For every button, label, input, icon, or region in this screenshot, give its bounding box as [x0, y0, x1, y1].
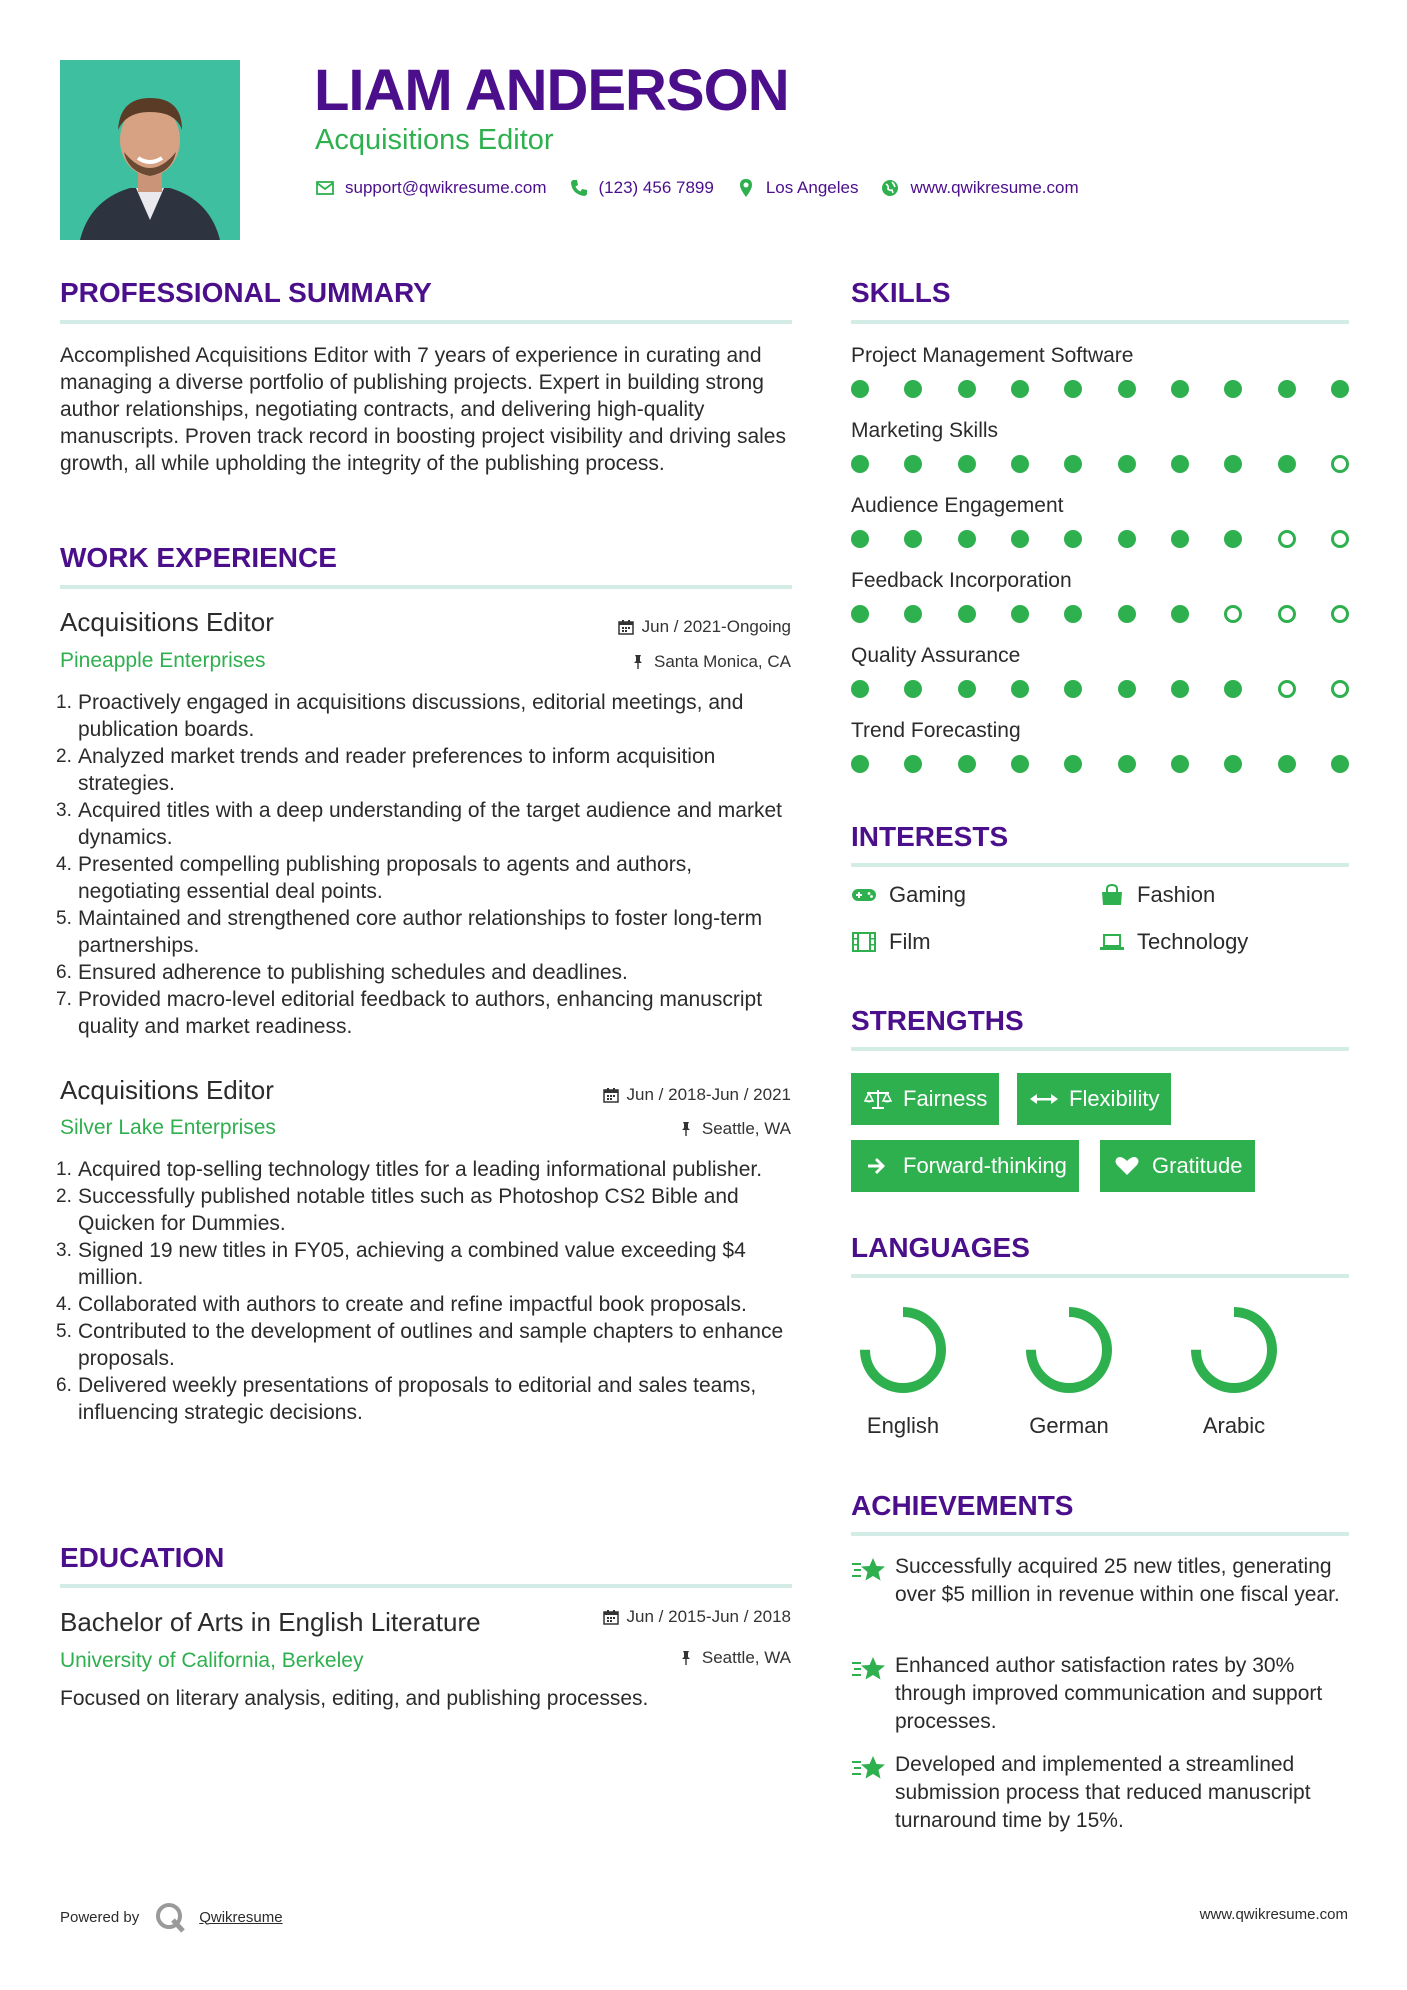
job-dates-text: Jun / 2021-Ongoing — [641, 617, 791, 636]
rating-dot-filled — [1224, 455, 1242, 473]
film-icon — [851, 931, 877, 953]
contact-website[interactable]: www.qwikresume.com — [910, 178, 1079, 197]
job-title: Acquisitions Editor — [60, 607, 274, 637]
strength-tag-flexibility — [1017, 1073, 1171, 1125]
rating-dot-filled — [958, 380, 976, 398]
summary-text: Accomplished Acquisitions Editor with 7 years of experience in curating and managing a diverse portfolio of publishing projects. Expert in building strong author relationships, negotiating contracts, and delivering high-quality manuscripts. Proven track record in boosting project visibility and driving sales growth, all while upholding the integrity of the publishing process. — [60, 344, 786, 475]
rating-dot-filled — [1064, 380, 1082, 398]
rating-dot-filled — [1064, 755, 1082, 773]
rating-dot-filled — [1064, 680, 1082, 698]
envelope-icon — [315, 178, 335, 198]
footer-powered-by — [60, 1900, 283, 1934]
strength-label: Gratitude — [1152, 1153, 1243, 1178]
strength-label: Fairness — [903, 1086, 988, 1111]
profile-photo — [60, 60, 240, 240]
rating-dot-empty — [1224, 605, 1242, 623]
contact-phone[interactable]: (123) 456 7899 — [598, 178, 714, 197]
interest-gaming — [851, 882, 966, 908]
star-badge-icon — [851, 1753, 887, 1783]
rating-dot-filled — [958, 455, 976, 473]
rating-dot-empty — [1331, 530, 1349, 548]
rating-dot-filled — [1011, 455, 1029, 473]
list-item: Collaborated with authors to create and refine impactful book proposals. — [78, 1293, 747, 1316]
rating-dot-filled — [1064, 530, 1082, 548]
rating-dot-filled — [1118, 605, 1136, 623]
rating-dot-filled — [1171, 455, 1189, 473]
rating-dot-filled — [851, 680, 869, 698]
rating-dot-empty — [1278, 680, 1296, 698]
footer-brand-link[interactable]: Qwikresume — [199, 1908, 283, 1926]
pin-icon — [630, 654, 646, 670]
rating-dot-filled — [904, 380, 922, 398]
contact-email[interactable]: support@qwikresume.com — [345, 178, 547, 197]
achievement-item — [851, 1553, 1351, 1609]
language-progress-arc — [1196, 1312, 1272, 1388]
rating-dot-filled — [904, 755, 922, 773]
job-location-text: Seattle, WA — [701, 1119, 791, 1138]
rating-dot-empty — [1278, 530, 1296, 548]
list-item: Signed 19 new titles in FY05, achieving a combined value exceeding $4 million. — [78, 1239, 746, 1289]
skill-rating — [851, 605, 1349, 625]
language-progress-arc — [865, 1312, 941, 1388]
shopping-bag-icon — [1099, 884, 1125, 906]
languages-divider — [851, 1274, 1349, 1278]
rating-dot-filled — [851, 380, 869, 398]
achievement-text: Developed and implemented a streamlined submission process that reduced manuscript turnaround time by 15%. — [895, 1753, 1311, 1832]
rating-dot-filled — [1064, 605, 1082, 623]
skill-rating — [851, 455, 1349, 475]
rating-dot-filled — [851, 755, 869, 773]
rating-dot-filled — [1224, 530, 1242, 548]
rating-dot-filled — [1118, 755, 1136, 773]
language-progress-ring — [1025, 1306, 1113, 1394]
language-label: English — [866, 1413, 940, 1438]
rating-dot-filled — [1171, 605, 1189, 623]
powered-by-label: Powered by — [60, 1908, 140, 1926]
skill-name: Audience Engagement — [851, 494, 1064, 517]
rating-dot-filled — [904, 530, 922, 548]
job-dates — [603, 1084, 791, 1106]
rating-dot-filled — [1171, 755, 1189, 773]
calendar-icon — [603, 1087, 619, 1103]
map-marker-icon — [736, 178, 756, 198]
interest-label: Fashion — [1137, 882, 1216, 907]
rating-dot-filled — [1118, 680, 1136, 698]
rating-dot-filled — [1331, 380, 1349, 398]
summary-title: PROFESSIONAL SUMMARY — [60, 277, 432, 308]
rating-dot-filled — [1171, 680, 1189, 698]
list-item: Proactively engaged in acquisitions discussions, editorial meetings, and publication boards. — [78, 691, 744, 741]
gamepad-icon — [851, 884, 877, 906]
rating-dot-filled — [1224, 680, 1242, 698]
pin-icon — [678, 1650, 694, 1666]
strength-tag-gratitude — [1100, 1140, 1255, 1192]
globe-icon — [880, 178, 900, 198]
list-item: Presented compelling publishing proposals to agents and authors, negotiating essential deal points. — [78, 853, 693, 903]
rating-dot-filled — [1118, 530, 1136, 548]
calendar-icon — [618, 619, 634, 635]
rating-dot-filled — [1171, 530, 1189, 548]
job-location-text: Santa Monica, CA — [653, 652, 791, 671]
strengths-divider — [851, 1047, 1349, 1051]
balance-scale-icon — [863, 1088, 893, 1110]
education-location — [678, 1647, 791, 1669]
achievement-item — [851, 1652, 1351, 1736]
rating-dot-filled — [851, 455, 869, 473]
education-dates-text: Jun / 2015-Jun / 2018 — [626, 1607, 791, 1626]
education-location-text: Seattle, WA — [701, 1648, 791, 1667]
rating-dot-empty — [1331, 455, 1349, 473]
list-item: Maintained and strengthened core author relationships to foster long-term partnerships. — [78, 907, 763, 957]
interest-label: Gaming — [889, 882, 967, 907]
achievement-text: Enhanced author satisfaction rates by 30% through improved communication and support processes. — [895, 1654, 1323, 1733]
list-item: Contributed to the development of outlines and sample chapters to enhance proposals. — [78, 1320, 784, 1370]
list-item: Acquired top-selling technology titles for a leading informational publisher. — [78, 1158, 763, 1181]
job-title: Acquisitions Editor — [60, 1075, 274, 1105]
skill-rating — [851, 755, 1349, 775]
summary-divider — [60, 320, 792, 324]
interests-title: INTERESTS — [851, 821, 1009, 852]
rating-dot-filled — [1278, 455, 1296, 473]
skill-name: Project Management Software — [851, 344, 1134, 367]
rating-dot-filled — [904, 605, 922, 623]
interests-divider — [851, 863, 1349, 867]
skill-rating — [851, 680, 1349, 700]
interest-fashion — [1099, 882, 1215, 908]
rating-dot-filled — [1171, 380, 1189, 398]
education-description: Focused on literary analysis, editing, and publishing processes. — [60, 1687, 649, 1710]
school-name: University of California, Berkeley — [60, 1649, 364, 1672]
contact-location: Los Angeles — [765, 178, 859, 197]
rating-dot-filled — [851, 605, 869, 623]
rating-dot-filled — [958, 605, 976, 623]
skill-name: Marketing Skills — [851, 419, 999, 442]
experience-title: WORK EXPERIENCE — [60, 542, 337, 573]
candidate-name: LIAM ANDERSON — [314, 58, 789, 123]
skills-title: SKILLS — [851, 277, 951, 308]
rating-dot-filled — [958, 530, 976, 548]
rating-dot-filled — [904, 455, 922, 473]
achievement-item — [851, 1751, 1351, 1835]
education-divider — [60, 1584, 792, 1588]
candidate-role: Acquisitions Editor — [315, 124, 554, 156]
rating-dot-empty — [1331, 605, 1349, 623]
rating-dot-filled — [1224, 380, 1242, 398]
interest-film — [851, 929, 931, 955]
rating-dot-filled — [1331, 755, 1349, 773]
skills-divider — [851, 320, 1349, 324]
strength-label: Forward-thinking — [903, 1153, 1067, 1178]
achievements-title: ACHIEVEMENTS — [851, 1490, 1074, 1521]
job-dates-text: Jun / 2018-Jun / 2021 — [626, 1085, 791, 1104]
rating-dot-empty — [1278, 605, 1296, 623]
job-duties — [78, 1156, 798, 1426]
rating-dot-filled — [1011, 680, 1029, 698]
rating-dot-filled — [1278, 380, 1296, 398]
contact-bar — [315, 178, 1101, 198]
rating-dot-filled — [1278, 755, 1296, 773]
list-item: Provided macro-level editorial feedback to authors, enhancing manuscript quality and market readiness. — [78, 988, 763, 1038]
rating-dot-filled — [1118, 380, 1136, 398]
phone-icon — [569, 178, 589, 198]
list-item: Successfully published notable titles such as Photoshop CS2 Bible and Quicken for Dummies. — [78, 1185, 739, 1235]
rating-dot-filled — [958, 680, 976, 698]
pin-icon — [678, 1121, 694, 1137]
rating-dot-filled — [1118, 455, 1136, 473]
language-progress-ring — [1190, 1306, 1278, 1394]
calendar-icon — [603, 1609, 619, 1625]
rating-dot-filled — [958, 755, 976, 773]
rating-dot-filled — [1011, 530, 1029, 548]
degree-title: Bachelor of Arts in English Literature — [60, 1607, 481, 1637]
footer-url[interactable]: www.qwikresume.com — [1199, 1906, 1348, 1923]
list-item: Acquired titles with a deep understanding of the target audience and market dynamics. — [78, 799, 782, 849]
list-item: Delivered weekly presentations of proposals to editorial and sales teams, influencing strategic decisions. — [78, 1374, 757, 1424]
job-location — [630, 651, 791, 673]
job-duties — [78, 689, 798, 1040]
strength-tag-forward-thinking — [851, 1140, 1079, 1192]
rating-dot-filled — [1064, 455, 1082, 473]
job-company: Pineapple Enterprises — [60, 649, 266, 672]
interest-label: Film — [889, 929, 931, 954]
language-progress-arc — [1031, 1312, 1107, 1388]
achievement-text: Successfully acquired 25 new titles, generating over $5 million in revenue within one fiscal year. — [895, 1555, 1340, 1606]
skill-rating — [851, 530, 1349, 550]
job-dates — [618, 616, 791, 638]
star-badge-icon — [851, 1555, 887, 1585]
rating-dot-filled — [1224, 755, 1242, 773]
job-location — [678, 1118, 791, 1140]
language-label: Arabic — [1202, 1413, 1266, 1438]
rating-dot-filled — [1011, 605, 1029, 623]
qwikresume-logo-icon — [153, 1900, 187, 1934]
arrows-horizontal-icon — [1029, 1088, 1059, 1110]
achievements-divider — [851, 1532, 1349, 1536]
skill-name: Feedback Incorporation — [851, 569, 1072, 592]
laptop-icon — [1099, 931, 1125, 953]
heart-icon — [1112, 1155, 1142, 1177]
strength-tag-fairness — [851, 1073, 999, 1125]
rating-dot-filled — [1011, 380, 1029, 398]
skill-name: Trend Forecasting — [851, 719, 1021, 742]
rating-dot-filled — [1011, 755, 1029, 773]
rating-dot-filled — [904, 680, 922, 698]
interest-technology — [1099, 929, 1248, 955]
skill-name: Quality Assurance — [851, 644, 1021, 667]
rating-dot-filled — [851, 530, 869, 548]
languages-title: LANGUAGES — [851, 1232, 1030, 1263]
list-item: Ensured adherence to publishing schedules and deadlines. — [78, 961, 628, 984]
education-dates — [603, 1606, 791, 1628]
rating-dot-empty — [1331, 680, 1349, 698]
job-company: Silver Lake Enterprises — [60, 1116, 276, 1139]
skill-rating — [851, 380, 1349, 400]
arrow-right-icon — [863, 1155, 893, 1177]
strength-label: Flexibility — [1069, 1086, 1160, 1111]
language-progress-ring — [859, 1306, 947, 1394]
list-item: Analyzed market trends and reader preferences to inform acquisition strategies. — [78, 745, 716, 795]
strengths-title: STRENGTHS — [851, 1005, 1024, 1036]
experience-divider — [60, 585, 792, 589]
interest-label: Technology — [1137, 929, 1249, 954]
education-title: EDUCATION — [60, 1542, 225, 1573]
star-badge-icon — [851, 1654, 887, 1684]
language-label: German — [1029, 1413, 1109, 1438]
